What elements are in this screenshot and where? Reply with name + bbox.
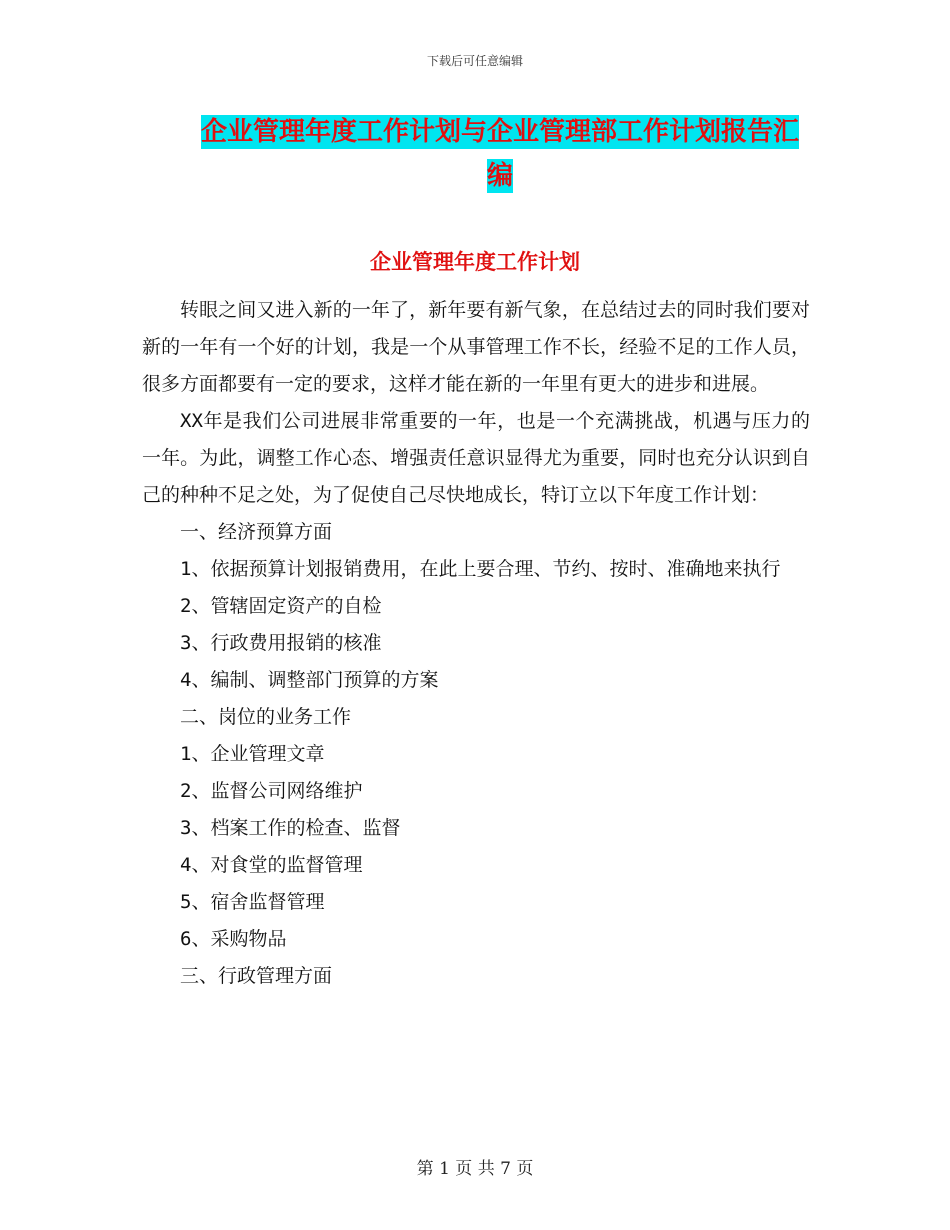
list-item: 5、宿舍监督管理	[180, 891, 325, 913]
list-item: 3、档案工作的检查、监督	[180, 817, 401, 839]
list-item: 4、对食堂的监督管理	[180, 854, 363, 876]
list-heading: 一、经济预算方面	[180, 521, 333, 543]
list-heading: 三、行政管理方面	[180, 965, 333, 987]
list-item: 4、编制、调整部门预算的方案	[180, 669, 439, 691]
page-footer: 第 1 页 共 7 页	[416, 1159, 534, 1179]
list-item: 1、依据预算计划报销费用，在此上要合理、节约、按时、准确地来执行	[180, 558, 781, 580]
document-title-text: 企业管理年度工作计划与企业管理部工作计划报告汇编	[200, 117, 799, 191]
document-body	[142, 292, 810, 995]
paragraph: XX年是我们公司进展非常重要的一年，也是一个充满挑战，机遇与压力的一年。为此，调整工作心态、增强责任意识显得尤为重要，同时也充分认识到自己的种种不足之处，为了促使自己尽快地成长，特订立以下年度工作计划：	[142, 410, 810, 506]
list-heading: 二、岗位的业务工作	[180, 706, 352, 728]
page-header: 下载后可任意编辑	[426, 54, 523, 68]
paragraph: 转眼之间又进入新的一年了，新年要有新气象，在总结过去的同时我们要对新的一年有一个好的计划，我是一个从事管理工作不长，经验不足的工作人员，很多方面都要有一定的要求，这样才能在新的一年里有更大的进步和进展。	[142, 299, 810, 395]
list-item: 1、企业管理文章	[180, 743, 325, 765]
document-title	[190, 110, 810, 198]
list-item: 6、采购物品	[180, 928, 287, 950]
list-item: 2、管辖固定资产的自检	[180, 595, 382, 617]
list-item: 2、监督公司网络维护	[180, 780, 363, 802]
list-item: 3、行政费用报销的核准	[180, 632, 382, 654]
section-title: 企业管理年度工作计划	[370, 250, 580, 274]
